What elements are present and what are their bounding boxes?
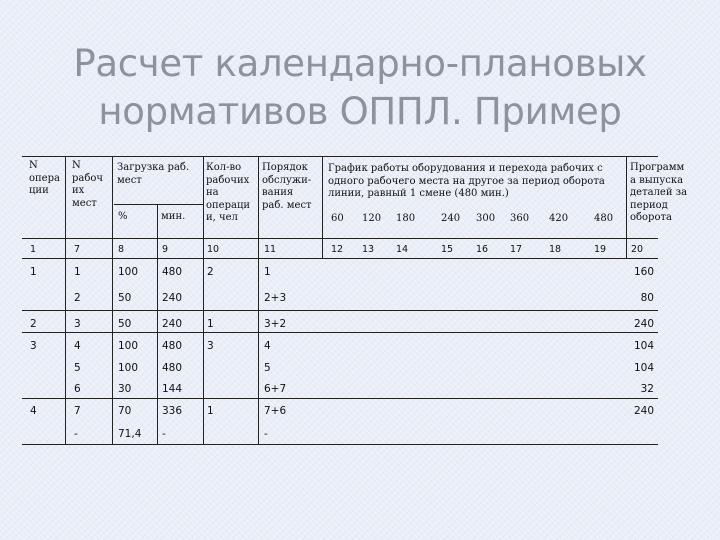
service-order: - [264,428,268,440]
load-minutes: - [162,428,166,440]
column-number: 11 [264,244,277,255]
column-number: 16 [476,244,489,255]
workplace-number: 5 [74,362,81,374]
load-minutes: 480 [162,266,183,278]
table-rule [22,258,658,259]
column-number: 10 [207,244,220,255]
column-number: 20 [631,244,644,255]
column-number: 12 [331,244,344,255]
workplace-number: - [74,428,78,440]
table-divider [112,156,113,444]
output-program: 104 [633,340,654,352]
header-schedule: График работы оборудования и перехода рабочих с одного рабочего места на другое за период оборота линии, равный 1 смене (480 мин.) [328,163,605,199]
table-rule [114,204,204,205]
output-program: 240 [633,405,654,417]
time-mark: 120 [362,213,382,224]
column-number: 14 [396,244,409,255]
op-number: 3 [30,340,37,352]
column-number: 1 [30,244,37,255]
workers-count: 3 [207,340,214,352]
table-rule [22,238,658,239]
service-order: 7+6 [264,405,287,417]
column-number: 13 [362,244,375,255]
service-order: 2+3 [264,292,287,304]
workers-count: 1 [207,405,214,417]
column-number: 17 [510,244,523,255]
table-rule [22,310,658,311]
op-number: 1 [30,266,37,278]
load-percent: 30 [118,383,132,395]
load-minutes: 480 [162,362,183,374]
table-divider [157,204,158,444]
load-minutes: 144 [162,383,183,395]
table-divider [65,156,66,444]
service-order: 5 [264,362,271,374]
load-percent: 100 [118,340,139,352]
workplace-number: 6 [74,383,81,395]
load-percent: 100 [118,362,139,374]
output-program: 160 [633,266,654,278]
column-number: 15 [441,244,454,255]
header-op-number: N опера ции [29,160,60,196]
header-workplaces: N рабоч их мест [72,160,104,209]
time-mark: 360 [510,213,530,224]
header-service-order: Порядок обслужи- вания раб. мест [262,162,312,211]
header-load-percent: % [118,211,128,222]
table-divider [203,156,204,444]
output-program: 104 [633,362,654,374]
output-program: 240 [633,318,654,330]
op-number: 4 [30,405,37,417]
table-bottom-rule [22,444,658,445]
column-number: 19 [594,244,607,255]
header-workers-count: Кол-во рабочих на операци и, чел [206,162,251,223]
load-minutes: 480 [162,340,183,352]
column-number: 8 [118,244,125,255]
service-order: 3+2 [264,318,287,330]
time-mark: 300 [476,213,496,224]
time-mark: 480 [594,213,614,224]
workplace-number: 4 [74,340,81,352]
load-minutes: 240 [162,292,183,304]
load-percent: 71,4 [118,428,142,440]
workers-count: 2 [207,266,214,278]
header-load: Загрузка раб. мест [117,162,190,186]
title-line-1: Расчет календарно-плановых [73,42,647,85]
workplace-number: 1 [74,266,81,278]
service-order: 6+7 [264,383,287,395]
column-number: 9 [162,244,169,255]
workplace-number: 2 [74,292,81,304]
workplace-number: 3 [74,318,81,330]
load-percent: 100 [118,266,139,278]
column-number: 7 [74,244,81,255]
output-program: 32 [640,383,654,395]
workers-count: 1 [207,318,214,330]
workplace-number: 7 [74,405,81,417]
header-output-program: Программ а выпуска деталей за период оборота [630,162,688,223]
table-divider [626,156,627,258]
op-number: 2 [30,318,37,330]
time-mark: 240 [441,213,461,224]
header-load-minutes: мин. [161,211,186,222]
column-number: 18 [549,244,562,255]
time-mark: 180 [396,213,416,224]
title-line-2: нормативов ОППЛ. Пример [98,90,622,133]
load-percent: 50 [118,292,132,304]
time-mark: 420 [549,213,569,224]
table-rule [22,332,658,333]
service-order: 1 [264,266,271,278]
table-divider [322,156,323,258]
load-percent: 50 [118,318,132,330]
load-percent: 70 [118,405,132,417]
load-minutes: 336 [162,405,183,417]
table-top-rule [22,156,658,157]
table-rule [22,398,658,399]
time-mark: 60 [331,213,344,224]
load-minutes: 240 [162,318,183,330]
table-divider [258,156,259,444]
service-order: 4 [264,340,271,352]
output-program: 80 [640,292,654,304]
